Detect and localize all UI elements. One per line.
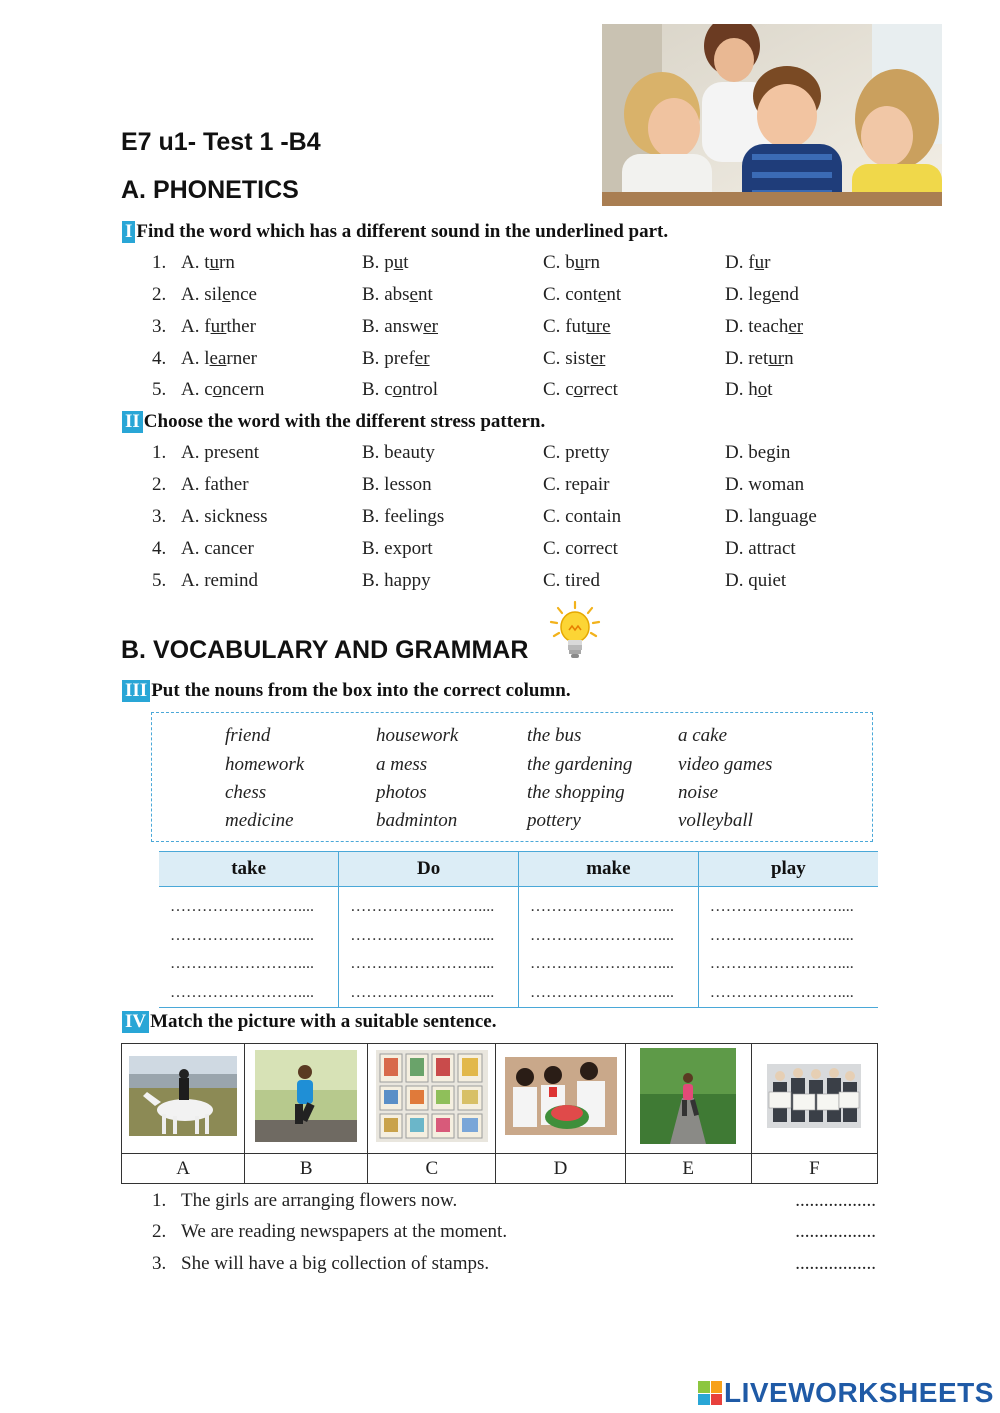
sentence-number: 1. [152, 1190, 167, 1211]
word-part: ther [226, 316, 256, 337]
word-part: abs [384, 284, 410, 305]
word-part: l [204, 348, 210, 369]
word-part: nd [779, 284, 799, 305]
blank-line[interactable]: …………………….... [350, 926, 495, 944]
answer-option[interactable] [362, 252, 408, 274]
noun-word: housework [376, 725, 459, 746]
noun-word: the gardening [527, 754, 633, 775]
word-part: c [204, 379, 213, 400]
answer-option[interactable] [725, 284, 799, 306]
answer-option[interactable] [362, 316, 438, 338]
question-number: 2. [152, 474, 167, 495]
underlined-part: er [788, 316, 804, 337]
answer-option[interactable] [362, 379, 438, 401]
word-part: nt [417, 284, 433, 305]
answer-option[interactable] [725, 348, 794, 370]
answer-option[interactable] [362, 348, 430, 370]
word-part: ncern [222, 379, 265, 400]
option-letter: A. [181, 316, 200, 337]
part1-instruction [122, 221, 668, 243]
answer-option[interactable]: A. cancer [181, 538, 254, 559]
blank-line[interactable]: …………………….... [709, 955, 854, 972]
noun-word: volleyball [678, 810, 753, 831]
part2-badge: II [122, 411, 143, 433]
answer-option[interactable] [725, 252, 770, 274]
picture-f-cell [751, 1044, 877, 1154]
question-number: 3. [152, 506, 167, 527]
blank-line[interactable]: …………………….... [170, 955, 314, 972]
liveworksheets-logo-icon [698, 1381, 722, 1405]
picture-label: F [751, 1154, 877, 1184]
option-letter: A. [181, 252, 200, 273]
picture-match-table [121, 1043, 878, 1184]
noun-word: homework [225, 754, 305, 775]
noun-word: a mess [376, 754, 428, 775]
option-letter: C. [543, 316, 561, 337]
column-header-make: make [519, 852, 699, 887]
noun-word: friend [225, 725, 271, 746]
students-fruit-picture [505, 1057, 617, 1140]
answer-option[interactable]: B. happy [362, 570, 431, 591]
underlined-part: er [423, 316, 439, 337]
blank-line[interactable]: …………………….... [709, 898, 854, 915]
option-letter: C. [543, 252, 561, 273]
section-b-heading: B. VOCABULARY AND GRAMMAR [121, 636, 529, 664]
option-letter: D. [725, 348, 744, 369]
word-part: rn [584, 252, 601, 273]
word-part: teach [748, 316, 789, 337]
word-part: p [384, 252, 394, 273]
noun-box [151, 712, 873, 842]
word-part: rn [219, 252, 235, 273]
word-part: n [784, 348, 794, 369]
answer-option[interactable]: C. repair [543, 474, 610, 495]
answer-option[interactable]: B. lesson [362, 474, 432, 495]
word-part: t [403, 252, 409, 273]
noun-word: pottery [527, 810, 581, 831]
word-part: t [204, 252, 210, 273]
option-letter: B. [362, 252, 380, 273]
option-letter: D. [725, 284, 744, 305]
blank-line[interactable]: …………………….... [170, 898, 314, 915]
question-number: 4. [152, 348, 167, 369]
part3-instruction [122, 680, 571, 702]
option-letter: C. [543, 284, 561, 305]
column-answer-cell[interactable] [159, 887, 339, 1008]
column-header-take: take [159, 852, 339, 887]
section-a-heading: A. PHONETICS [121, 176, 299, 204]
picture-c-cell [368, 1044, 496, 1154]
word-part: rner [226, 348, 257, 369]
part1-badge: I [122, 221, 135, 243]
option-letter: C. [543, 348, 561, 369]
part1-instruction-text: Find the word which has a different sound in the underlined part. [136, 221, 669, 242]
option-letter: B. [362, 348, 380, 369]
answer-option[interactable] [181, 284, 257, 306]
noun-word: the bus [527, 725, 582, 746]
sentence-text: We are reading newspapers at the moment. [181, 1221, 508, 1242]
answer-option[interactable] [181, 316, 256, 338]
answer-option[interactable] [543, 379, 618, 401]
question-number: 1. [152, 252, 167, 273]
underlined-part: o [392, 379, 403, 400]
sentence-number: 3. [152, 1253, 167, 1274]
answer-option[interactable] [362, 284, 433, 306]
answer-option[interactable]: D. begin [725, 442, 791, 463]
underlined-part: u [574, 252, 585, 273]
word-part: nt [606, 284, 622, 305]
answer-option[interactable] [543, 348, 605, 370]
answer-blank[interactable]: ................. [795, 1190, 876, 1211]
answer-option[interactable]: D. quiet [725, 570, 787, 591]
noun-columns-table [159, 851, 878, 1008]
answer-option[interactable] [543, 284, 621, 306]
worksheet-title: E7 u1- Test 1 -B4 [121, 128, 321, 156]
option-letter: D. [725, 379, 744, 400]
option-letter: B. [362, 284, 380, 305]
question-number: 4. [152, 538, 167, 559]
underlined-part: ur [768, 348, 785, 369]
match-sentence-row [152, 1253, 876, 1279]
word-part: b [565, 252, 575, 273]
underlined-part: e [771, 284, 780, 305]
answer-option[interactable]: C. pretty [543, 442, 610, 463]
blank-line[interactable]: …………………….... [530, 898, 674, 915]
answer-option[interactable]: A. sickness [181, 506, 268, 527]
answer-option[interactable] [725, 316, 803, 338]
underlined-part: e [409, 284, 418, 305]
answer-option[interactable]: D. woman [725, 474, 805, 495]
word-part: c [384, 379, 393, 400]
option-letter: B. [362, 316, 380, 337]
sentence-number: 2. [152, 1221, 167, 1242]
option-letter: B. [362, 379, 380, 400]
question-number: 5. [152, 570, 167, 591]
sentence-text: The girls are arranging flowers now. [181, 1190, 458, 1211]
part4-instruction-text: Match the picture with a suitable sentence. [150, 1011, 497, 1032]
word-part: nce [230, 284, 257, 305]
underlined-part: e [597, 284, 607, 305]
picture-label: C [368, 1154, 496, 1184]
underlined-part: o [212, 379, 223, 400]
answer-blank[interactable]: ................. [795, 1221, 876, 1242]
word-part: leg [748, 284, 772, 305]
blank-line[interactable]: …………………….... [350, 983, 495, 1001]
underlined-part: e [222, 284, 231, 305]
answer-option[interactable] [181, 252, 235, 274]
blank-line[interactable]: …………………….... [350, 955, 495, 972]
word-part: cont [565, 284, 598, 305]
word-part: h [748, 379, 758, 400]
answer-option[interactable]: D. attract [725, 538, 796, 559]
part2-instruction-text: Choose the word with the different stress pattern. [143, 411, 546, 432]
option-letter: D. [725, 316, 744, 337]
part4-badge: IV [122, 1011, 149, 1033]
stamp-collection-picture [376, 1050, 488, 1147]
option-letter: D. [725, 252, 744, 273]
rollerblading-girl-picture [640, 1048, 736, 1149]
liveworksheets-wordmark: LIVEWORKSHEETS [724, 1377, 994, 1408]
picture-label: D [496, 1154, 625, 1184]
word-part: r [764, 252, 771, 273]
blank-line[interactable]: …………………….... [170, 983, 314, 1001]
underlined-part: o [573, 379, 584, 400]
answer-option[interactable]: C. contain [543, 506, 622, 527]
word-part: answ [384, 316, 424, 337]
lightbulb-icon [548, 600, 602, 662]
underlined-part: ea [209, 348, 227, 369]
noun-word: chess [225, 782, 267, 803]
picture-label: E [625, 1154, 751, 1184]
picture-e-cell [625, 1044, 751, 1154]
answer-option[interactable]: A. father [181, 474, 249, 495]
word-part: rrect [583, 379, 618, 400]
blank-line[interactable]: …………………….... [530, 955, 674, 972]
underlined-part: u [209, 252, 220, 273]
word-part: pref [384, 348, 415, 369]
column-answer-cell[interactable] [519, 887, 699, 1008]
blank-line[interactable]: …………………….... [709, 983, 854, 1001]
horse-riding-picture [129, 1056, 237, 1141]
noun-word: medicine [225, 810, 294, 831]
option-letter: A. [181, 284, 200, 305]
noun-word: badminton [376, 810, 458, 831]
underlined-part: u [754, 252, 765, 273]
blank-line[interactable]: …………………….... [350, 898, 495, 915]
noun-word: video games [678, 754, 773, 775]
underlined-part: er [590, 348, 606, 369]
underlined-part: er [414, 348, 430, 369]
word-part: ret [748, 348, 769, 369]
option-letter: A. [181, 348, 200, 369]
answer-option[interactable]: A. remind [181, 570, 259, 591]
answer-option[interactable] [181, 348, 257, 370]
blank-line[interactable]: …………………….... [709, 926, 854, 944]
picture-a-cell [122, 1044, 245, 1154]
match-sentence-row [152, 1221, 876, 1247]
noun-word: photos [376, 782, 427, 803]
noun-word: noise [678, 782, 719, 803]
sentence-text: She will have a big collection of stamps. [181, 1253, 490, 1274]
header-photo-students [602, 24, 942, 206]
question-number: 1. [152, 442, 167, 463]
answer-option[interactable] [543, 252, 600, 274]
word-part: fut [565, 316, 587, 337]
answer-option[interactable]: A. present [181, 442, 260, 463]
picture-d-cell [496, 1044, 625, 1154]
option-letter: C. [543, 379, 561, 400]
part3-badge: III [122, 680, 150, 702]
part3-instruction-text: Put the nouns from the box into the correct column. [151, 680, 571, 701]
reading-newspapers-picture [767, 1064, 861, 1133]
column-header-do: Do [339, 852, 519, 887]
part4-instruction [122, 1011, 497, 1033]
option-letter: A. [181, 379, 200, 400]
underlined-part: ure [586, 316, 611, 337]
answer-option[interactable] [543, 316, 611, 338]
picture-b-cell [245, 1044, 368, 1154]
picture-label: A [122, 1154, 245, 1184]
word-part: sil [204, 284, 223, 305]
noun-word: the shopping [527, 782, 625, 803]
underlined-part: u [393, 252, 404, 273]
underlined-part: o [757, 379, 768, 400]
word-part: ntrol [402, 379, 439, 400]
answer-option[interactable]: C. tired [543, 570, 600, 591]
underlined-part: ur [210, 316, 227, 337]
answer-option[interactable]: B. export [362, 538, 433, 559]
column-answer-cell[interactable] [339, 887, 519, 1008]
answer-option[interactable] [725, 379, 773, 401]
running-girl-picture [255, 1050, 357, 1147]
blank-line[interactable]: …………………….... [530, 926, 674, 944]
answer-option[interactable]: D. language [725, 506, 817, 527]
answer-blank[interactable]: ................. [795, 1253, 876, 1274]
question-number: 3. [152, 316, 167, 337]
answer-option[interactable]: B. feelings [362, 506, 445, 527]
word-part: f [204, 316, 211, 337]
question-number: 2. [152, 284, 167, 305]
picture-label: B [245, 1154, 368, 1184]
liveworksheets-brand [698, 1378, 994, 1408]
match-sentence-row [152, 1190, 876, 1216]
word-part: f [748, 252, 755, 273]
part2-instruction [122, 411, 545, 433]
column-header-play: play [698, 852, 878, 887]
word-part: t [767, 379, 773, 400]
word-part: c [565, 379, 574, 400]
column-answer-cell[interactable] [698, 887, 878, 1008]
word-part: sist [565, 348, 591, 369]
answer-option[interactable]: C. correct [543, 538, 618, 559]
answer-option[interactable]: B. beauty [362, 442, 435, 463]
question-number: 5. [152, 379, 167, 400]
blank-line[interactable]: …………………….... [530, 983, 674, 1001]
answer-option[interactable] [181, 379, 264, 401]
noun-word: a cake [678, 725, 728, 746]
blank-line[interactable]: …………………….... [170, 926, 314, 944]
